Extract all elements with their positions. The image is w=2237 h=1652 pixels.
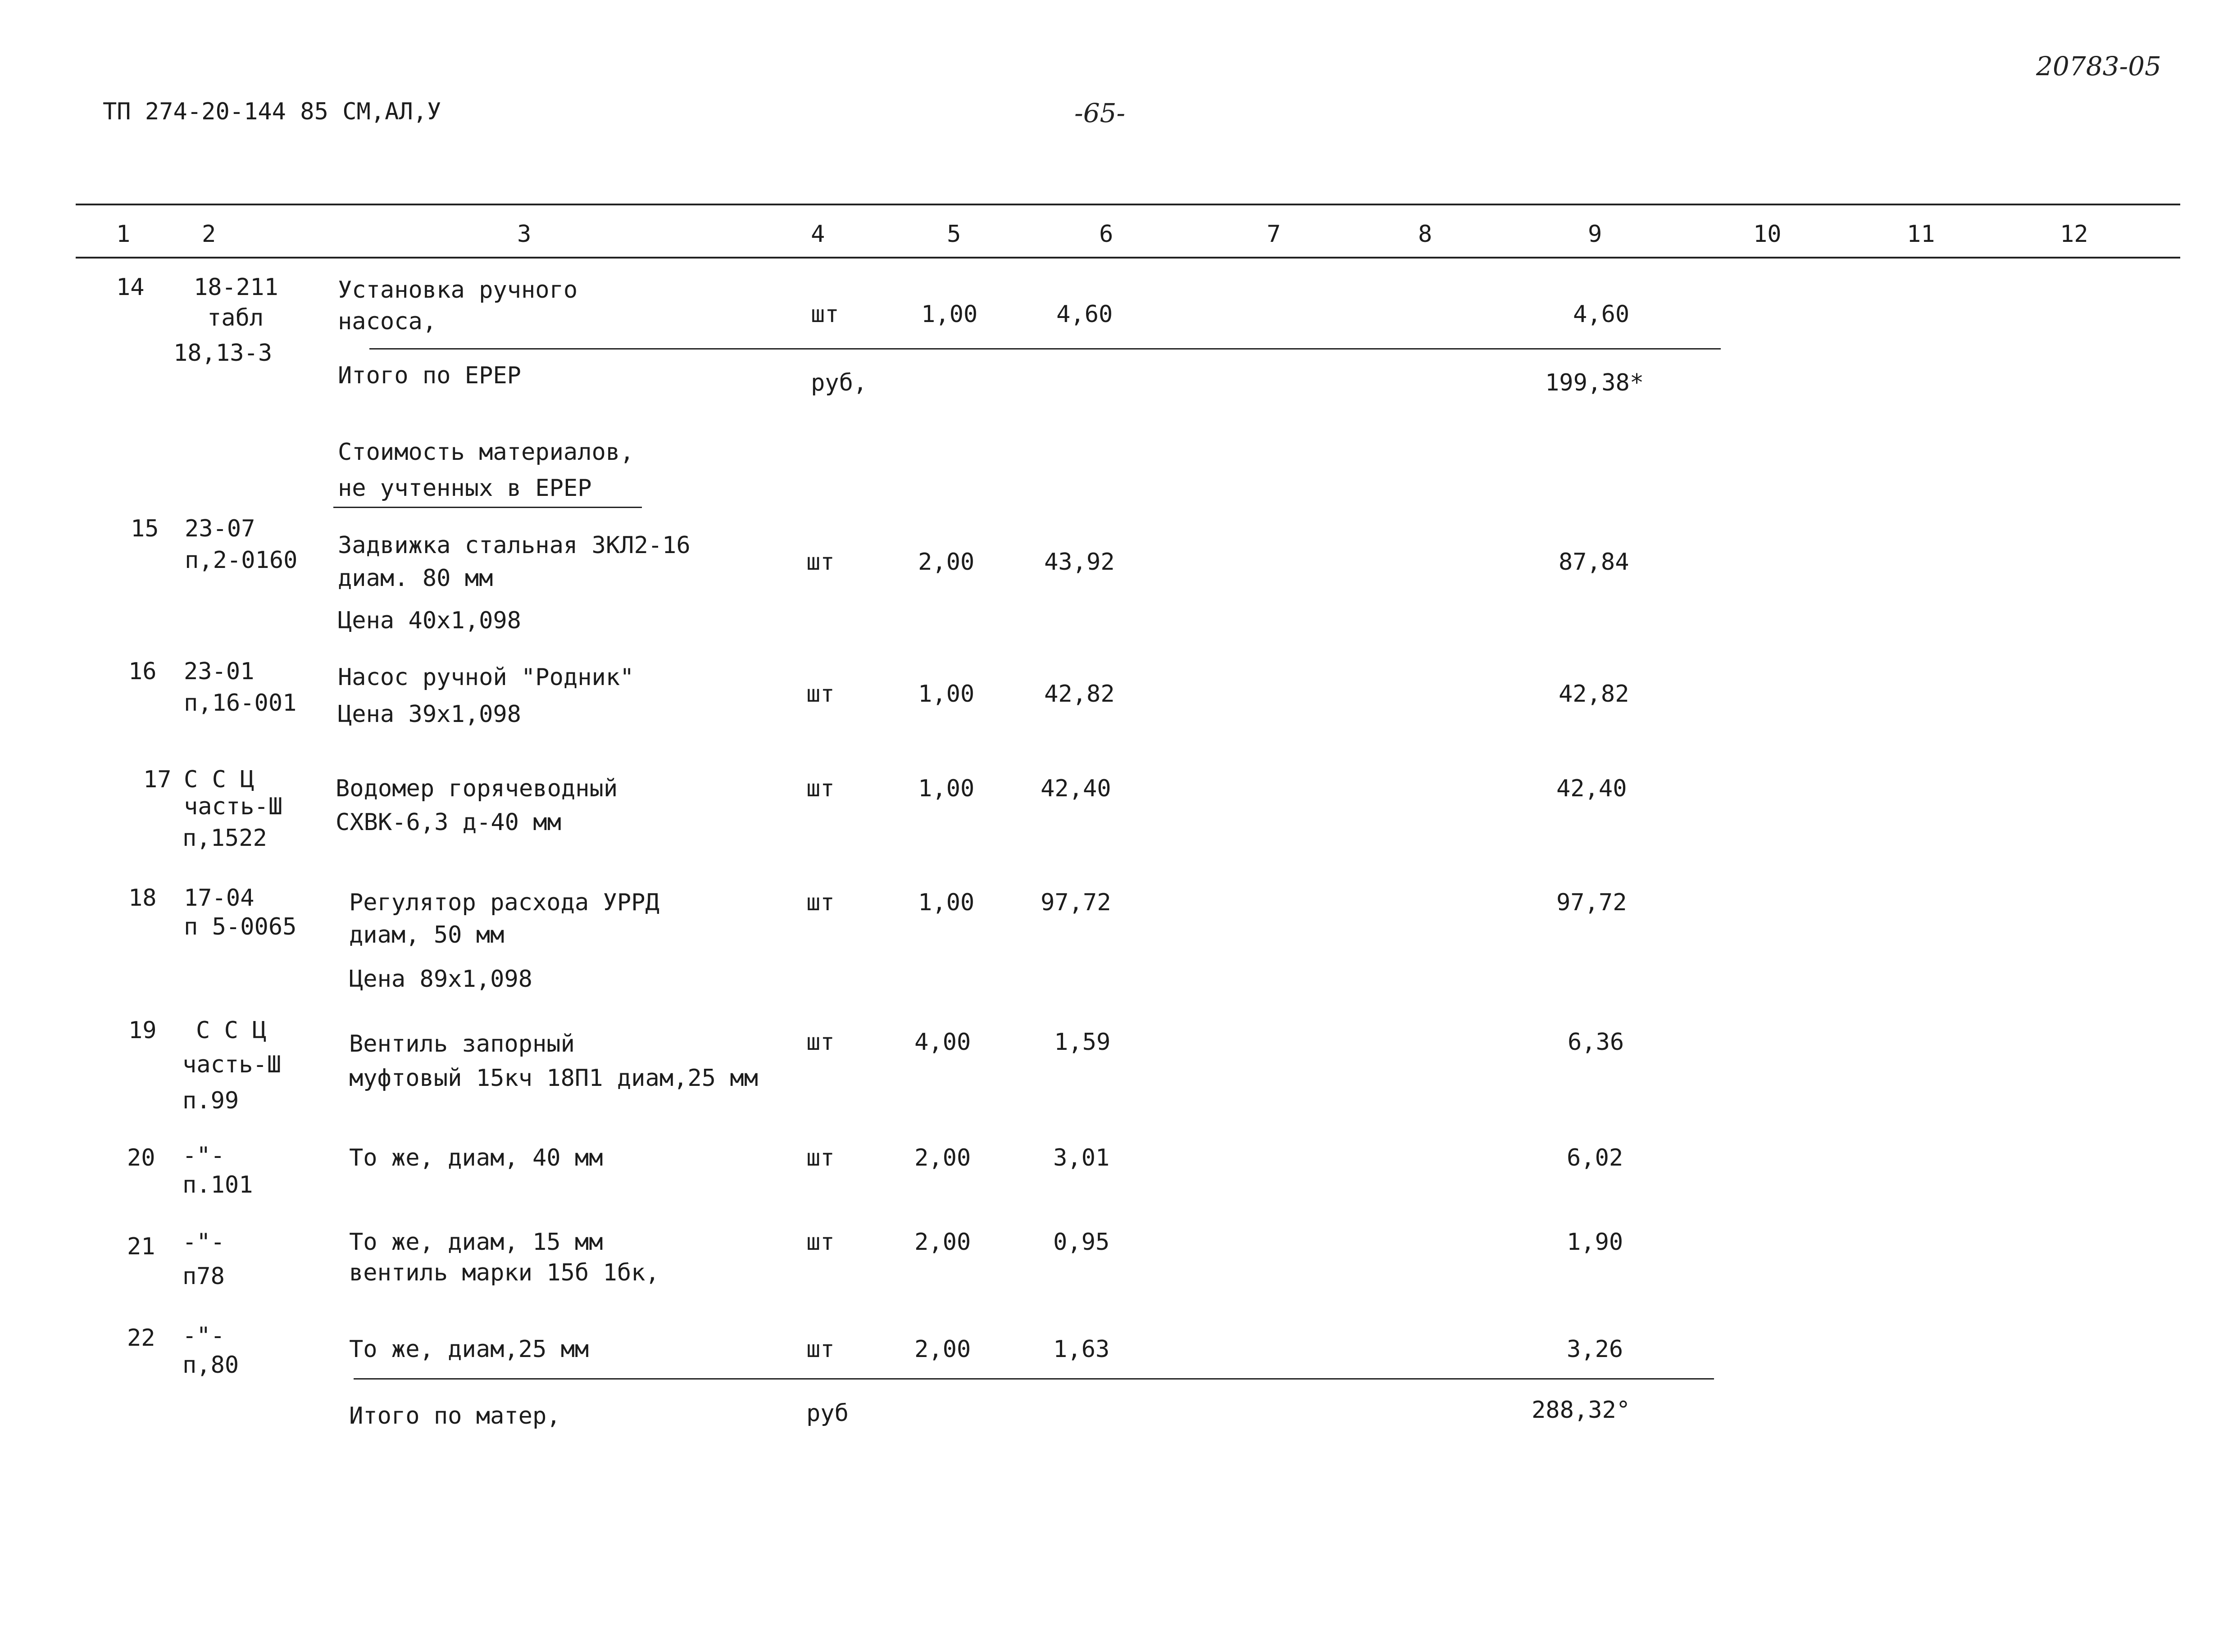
item-price-note: Цена 39х1,098 (338, 701, 521, 728)
col-header-1: 1 (116, 221, 131, 248)
unit-price: 1,63 (1053, 1336, 1110, 1363)
rate-code: п 5-0065 (184, 913, 297, 940)
total: 4,60 (1573, 301, 1630, 328)
col-header-12: 12 (2060, 221, 2088, 248)
total: 42,82 (1559, 681, 1629, 708)
rate-code: 23-07 (185, 515, 255, 542)
rate-code: -"- (182, 1229, 225, 1256)
rate-code: табл (207, 304, 264, 331)
col-header-2: 2 (202, 221, 216, 248)
quantity: 2,00 (914, 1229, 971, 1256)
col-header-4: 4 (811, 221, 825, 248)
unit: руб, (811, 369, 868, 396)
subtotal-rule-2 (354, 1378, 1714, 1380)
col-header-5: 5 (947, 221, 961, 248)
subtotal-value: 199,38* (1545, 369, 1644, 396)
unit: шт (806, 1029, 835, 1056)
unit: шт (806, 681, 835, 708)
section-title-line: Стоимость материалов, (338, 439, 634, 466)
rate-code: п.99 (182, 1087, 239, 1114)
col-header-3: 3 (517, 221, 532, 248)
unit-price: 97,72 (1041, 889, 1111, 916)
unit: шт (811, 301, 839, 328)
doc-code: ТП 274-20-144 85 СМ,АЛ,У (103, 98, 441, 125)
item-description: То же, диам, 40 мм (349, 1144, 603, 1171)
unit: шт (806, 1144, 835, 1171)
item-description: муфтовый 15кч 18П1 диам,25 мм (349, 1065, 758, 1092)
row-number: 15 (131, 515, 159, 542)
total: 42,40 (1556, 775, 1627, 802)
item-description: диам. 80 мм (338, 565, 493, 592)
quantity: 1,00 (918, 775, 975, 802)
total: 3,26 (1567, 1336, 1623, 1363)
rate-code: п,80 (182, 1352, 239, 1379)
unit: шт (806, 1336, 835, 1363)
total: 6,36 (1568, 1029, 1624, 1056)
rate-code: п78 (182, 1263, 225, 1290)
col-header-11: 11 (1907, 221, 1935, 248)
rate-code: п,16-001 (184, 690, 297, 717)
unit-price: 42,82 (1044, 681, 1115, 708)
row-number: 20 (127, 1144, 155, 1171)
row-number: 19 (128, 1017, 157, 1044)
col-header-9: 9 (1588, 221, 1602, 248)
col-header-10: 10 (1753, 221, 1782, 248)
quantity: 1,00 (918, 681, 975, 708)
rate-code: С С Ц (196, 1017, 267, 1044)
total: 6,02 (1567, 1144, 1623, 1171)
unit-price: 0,95 (1053, 1229, 1110, 1256)
item-price-note: Цена 40х1,098 (338, 607, 521, 634)
section-title-underline (333, 507, 642, 508)
row-number: 21 (127, 1233, 155, 1260)
total: 97,72 (1556, 889, 1627, 916)
rate-code: 23-01 (184, 658, 255, 685)
row-number: 18 (128, 885, 157, 912)
page-number: -65- (1074, 98, 1125, 128)
unit: руб (806, 1400, 849, 1427)
item-description: То же, диам, 15 мм (349, 1229, 603, 1256)
rate-code: п,1522 (182, 825, 267, 852)
unit-price: 4,60 (1056, 301, 1113, 328)
row-number: 17 (143, 766, 172, 793)
item-description: То же, диам,25 мм (349, 1336, 589, 1363)
subtotal-label: Итого по ЕРЕР (338, 362, 521, 389)
unit-price: 1,59 (1054, 1029, 1111, 1056)
item-description: СХВК-6,3 д-40 мм (336, 809, 561, 836)
item-description: Регулятор расхода УРРД (349, 889, 659, 916)
rate-code: часть-Ш (184, 793, 283, 820)
unit-price: 42,40 (1041, 775, 1111, 802)
subtotal-label: Итого по матер, (349, 1402, 561, 1430)
rate-code: 17-04 (184, 885, 255, 912)
item-description: Задвижка стальная ЗКЛ2-16 (338, 532, 691, 559)
item-description: Насос ручной "Родник" (338, 664, 634, 691)
quantity: 2,00 (914, 1144, 971, 1171)
col-header-6: 6 (1099, 221, 1114, 248)
unit: шт (806, 1229, 835, 1256)
col-header-7: 7 (1267, 221, 1281, 248)
subtotal-rule-1 (369, 348, 1721, 349)
item-description: насоса, (338, 308, 437, 335)
unit: шт (806, 775, 835, 802)
rate-code: 18,13-3 (173, 340, 273, 367)
unit: шт (806, 549, 835, 576)
row-number: 16 (128, 658, 157, 685)
subtotal-value: 288,32° (1532, 1397, 1631, 1424)
header-bottom-rule (76, 257, 2180, 259)
quantity: 4,00 (914, 1029, 971, 1056)
quantity: 2,00 (918, 549, 975, 576)
section-title-line: не учтенных в ЕРЕР (338, 475, 592, 502)
table-top-rule (76, 204, 2180, 205)
stamp-number: 20783-05 (2036, 51, 2161, 82)
col-header-8: 8 (1418, 221, 1432, 248)
item-description: Вентиль запорный (349, 1030, 575, 1057)
quantity: 1,00 (921, 301, 978, 328)
rate-code: 18-211 (194, 274, 278, 301)
item-price-note: Цена 89х1,098 (349, 966, 532, 993)
total: 1,90 (1567, 1229, 1623, 1256)
total: 87,84 (1559, 549, 1629, 576)
unit-price: 3,01 (1053, 1144, 1110, 1171)
rate-code: -"- (182, 1142, 225, 1169)
row-number: 14 (116, 274, 145, 301)
item-description: диам, 50 мм (349, 921, 505, 949)
rate-code: -"- (182, 1322, 225, 1349)
rate-code: часть-Ш (182, 1051, 282, 1078)
rate-code: С С Ц (184, 766, 255, 793)
row-number: 22 (127, 1325, 155, 1352)
rate-code: п.101 (182, 1171, 253, 1198)
unit: шт (806, 889, 835, 916)
quantity: 1,00 (918, 889, 975, 916)
unit-price: 43,92 (1044, 549, 1115, 576)
rate-code: п,2-0160 (185, 547, 298, 574)
item-description: Установка ручного (338, 277, 578, 304)
item-description: вентиль марки 15б 1бк, (349, 1259, 659, 1286)
quantity: 2,00 (914, 1336, 971, 1363)
item-description: Водомер горячеводный (336, 775, 618, 802)
